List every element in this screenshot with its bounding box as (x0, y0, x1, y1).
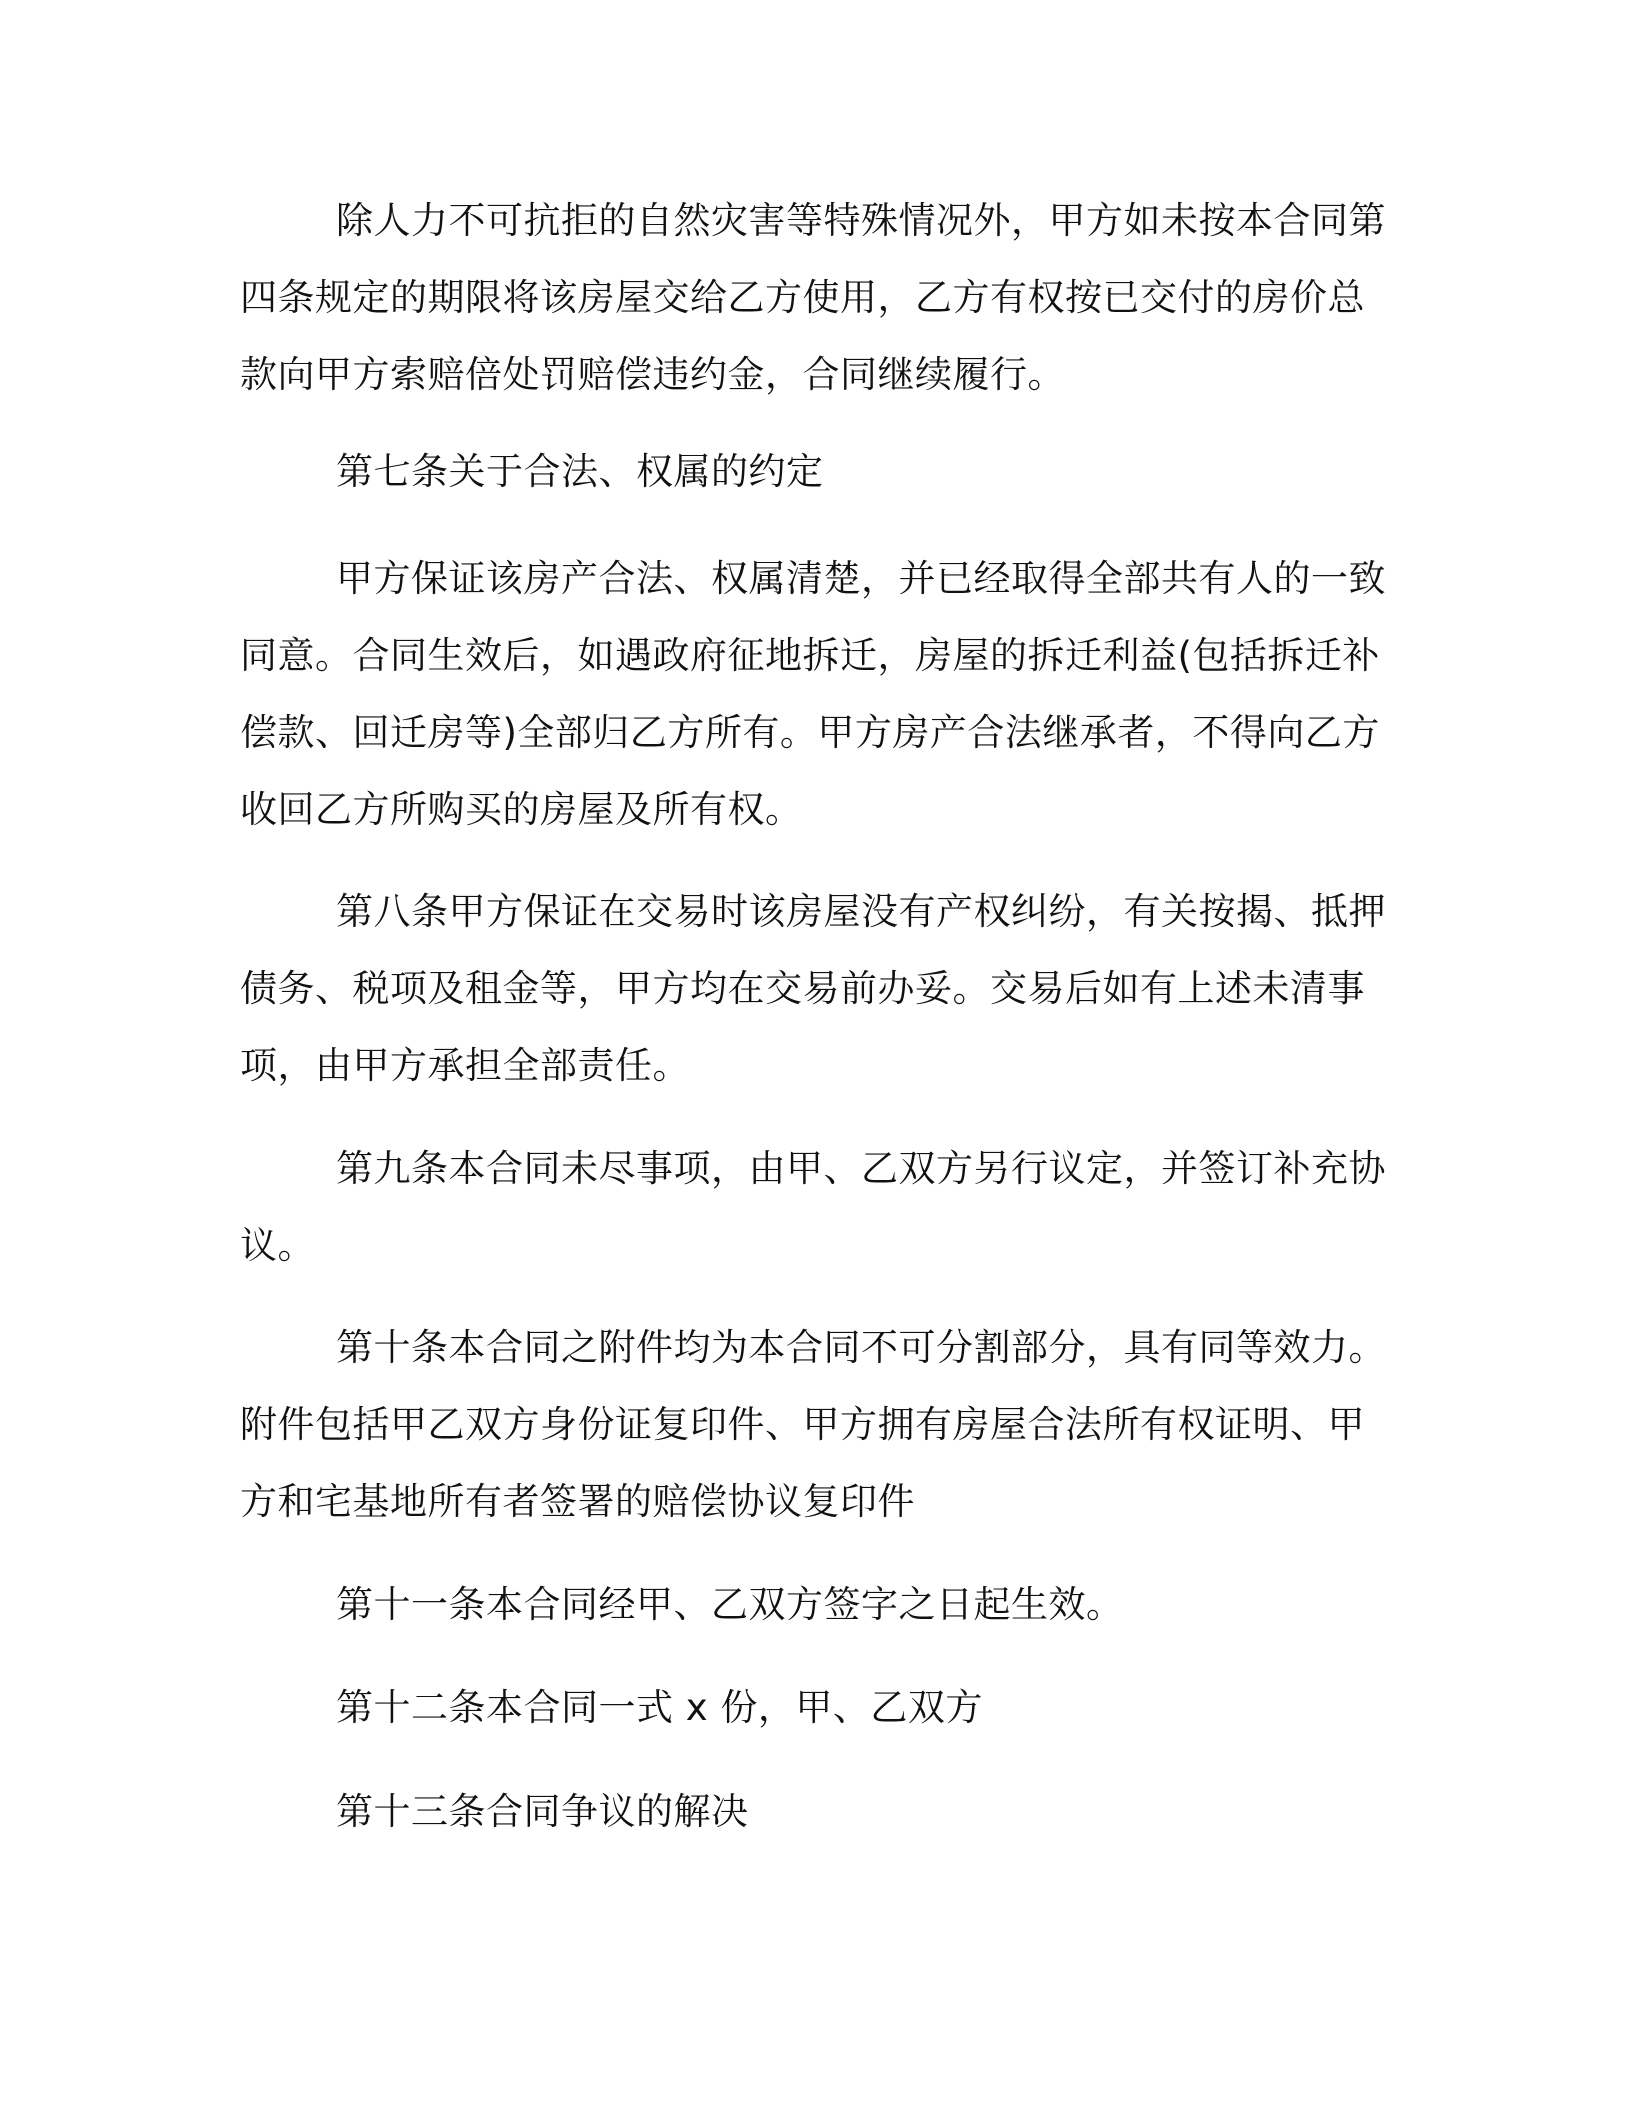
text-line: 第十条本合同之附件均为本合同不可分割部分，具有同等效力。 (336, 1326, 1386, 1369)
text-line: 甲方保证该房产合法、权属清楚，并已经取得全部共有人的一致 (336, 557, 1386, 600)
text-line: 第十二条本合同一式 x 份，甲、乙双方 (336, 1686, 983, 1729)
article-7-heading (240, 433, 1370, 510)
text-line: 附件包括甲乙双方身份证复印件、甲方拥有房屋合法所有权证明、甲 (240, 1403, 1365, 1446)
text-line: 项，由甲方承担全部责任。 (240, 1044, 690, 1087)
text-line: 除人力不可抗拒的自然灾害等特殊情况外，甲方如未按本合同第 (336, 199, 1386, 242)
article-8-paragraph (240, 873, 1386, 1104)
text-line: 方和宅基地所有者签署的赔偿协议复印件 (240, 1480, 915, 1523)
article-13-heading (240, 1773, 1370, 1850)
text-line: 债务、税项及租金等，甲方均在交易前办妥。交易后如有上述未清事 (240, 967, 1365, 1010)
paragraph-legality (240, 540, 1386, 848)
text-line: 第七条关于合法、权属的约定 (336, 450, 824, 493)
text-line: 偿款、回迁房等)全部归乙方所有。甲方房产合法继承者，不得向乙方 (240, 711, 1380, 754)
text-line: 第八条甲方保证在交易时该房屋没有产权纠纷，有关按揭、抵押 (336, 890, 1386, 933)
text-line: 议。 (240, 1224, 315, 1267)
text-line: 款向甲方索赔倍处罚赔偿违约金，合同继续履行。 (240, 353, 1065, 396)
text-line: 收回乙方所购买的房屋及所有权。 (240, 788, 803, 831)
text-line: 四条规定的期限将该房屋交给乙方使用，乙方有权按已交付的房价总 (240, 276, 1365, 319)
text-line: 第十三条合同争议的解决 (336, 1790, 749, 1833)
paragraph-force-majeure (240, 182, 1386, 413)
text-line: 第十一条本合同经甲、乙双方签字之日起生效。 (336, 1583, 1124, 1626)
text-line: 同意。合同生效后，如遇政府征地拆迁，房屋的拆迁利益(包括拆迁补 (240, 634, 1380, 677)
article-11-paragraph (240, 1566, 1370, 1643)
text-line: 第九条本合同未尽事项，由甲、乙双方另行议定，并签订补充协 (336, 1147, 1386, 1190)
article-12-paragraph (240, 1669, 1370, 1746)
article-10-paragraph (240, 1309, 1386, 1540)
article-9-paragraph (240, 1130, 1386, 1284)
